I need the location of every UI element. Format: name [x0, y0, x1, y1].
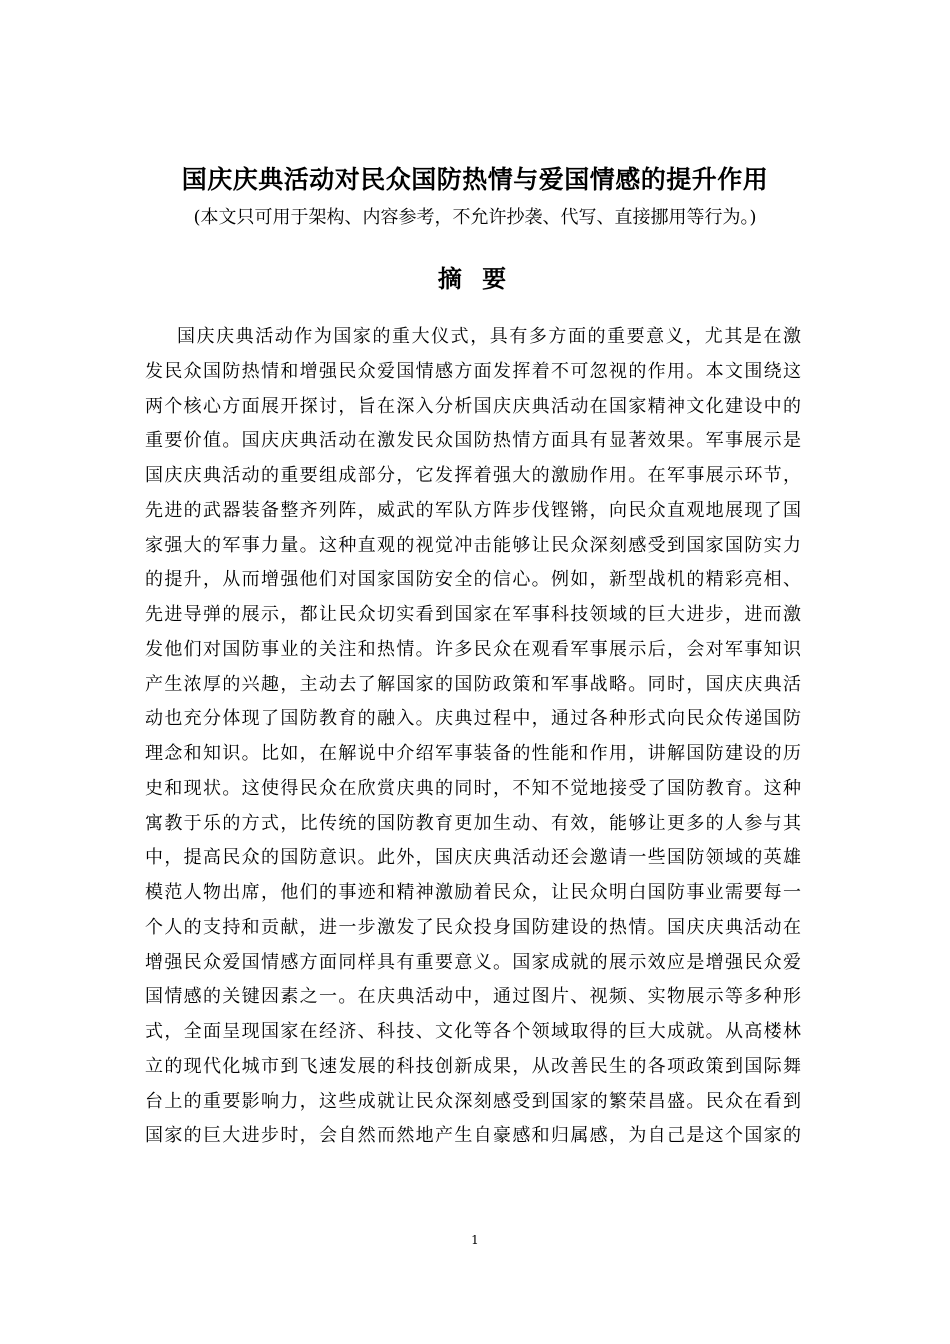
- page-number: 1: [471, 1233, 479, 1247]
- abstract-line: 国庆庆典活动作为国家的重大仪式，具有多方面的重要意义，尤其是在激: [177, 326, 801, 347]
- abstract-line: 家强大的军事力量。这种直观的视觉冲击能够让民众深刻感受到国家国防实力: [145, 534, 801, 556]
- abstract-line: 模范人物出席，他们的事迹和精神激励着民众，让民众明白国防事业需要每一: [145, 882, 801, 903]
- abstract-line: 台上的重要影响力，这些成就让民众深刻感受到国家的繁荣昌盛。民众在看到: [145, 1090, 801, 1112]
- abstract-line: 寓教于乐的方式，比传统的国防教育更加生动、有效，能够让更多的人参与其: [145, 812, 801, 834]
- abstract-line: 先进的武器装备整齐列阵，威武的军队方阵步伐铿锵，向民众直观地展现了国: [145, 499, 801, 521]
- abstract-line: 立的现代化城市到飞速发展的科技创新成果，从改善民生的各项政策到国际舞: [145, 1055, 801, 1077]
- abstract-line: 国庆庆典活动的重要组成部分，它发挥着强大的激励作用。在军事展示环节，: [145, 465, 801, 486]
- abstract-line: 动也充分体现了国防教育的融入。庆典过程中，通过各种形式向民众传递国防: [145, 708, 801, 730]
- abstract-line: 式，全面呈现国家在经济、科技、文化等各个领域取得的巨大成就。从高楼林: [145, 1021, 801, 1042]
- abstract-line: 国家的巨大进步时，会自然而然地产生自豪感和归属感，为自己是这个国家的: [145, 1125, 801, 1147]
- abstract-line: 重要价值。国庆庆典活动在激发民众国防热情方面具有显著效果。军事展示是: [145, 430, 801, 452]
- abstract-line: 史和现状。这使得民众在欣赏庆典的同时，不知不觉地接受了国防教育。这种: [145, 777, 801, 799]
- abstract-line: 个人的支持和贡献，进一步激发了民众投身国防建设的热情。国庆庆典活动在: [145, 916, 801, 938]
- usage-notice: (本文只可用于架构、内容参考，不允许抄袭、代写、直接挪用等行为。): [193, 207, 757, 228]
- abstract-line: 增强民众爱国情感方面同样具有重要意义。国家成就的展示效应是增强民众爱: [145, 951, 801, 973]
- abstract-line: 两个核心方面展开探讨，旨在深入分析国庆庆典活动在国家精神文化建设中的: [145, 395, 801, 417]
- abstract-heading: 摘 要: [437, 265, 513, 293]
- abstract-body: [145, 320, 801, 1154]
- abstract-line: 理念和知识。比如，在解说中介绍军事装备的性能和作用，讲解国防建设的历: [145, 743, 801, 764]
- abstract-line: 国情感的关键因素之一。在庆典活动中，通过图片、视频、实物展示等多种形: [145, 986, 801, 1008]
- abstract-line: 发他们对国防事业的关注和热情。许多民众在观看军事展示后，会对军事知识: [145, 638, 801, 660]
- abstract-line: 的提升，从而增强他们对国家国防安全的信心。例如，新型战机的精彩亮相、: [145, 569, 801, 591]
- document-title: 国庆庆典活动对民众国防热情与爱国情感的提升作用: [181, 165, 769, 194]
- abstract-line: 产生浓厚的兴趣，主动去了解国家的国防政策和军事战略。同时，国庆庆典活: [145, 673, 801, 695]
- abstract-line: 中，提高民众的国防意识。此外，国庆庆典活动还会邀请一些国防领域的英雄: [145, 847, 801, 869]
- abstract-line: 发民众国防热情和增强民众爱国情感方面发挥着不可忽视的作用。本文围绕这: [145, 360, 801, 382]
- abstract-line: 先进导弹的展示，都让民众切实看到国家在军事科技领域的巨大进步，进而激: [145, 604, 801, 625]
